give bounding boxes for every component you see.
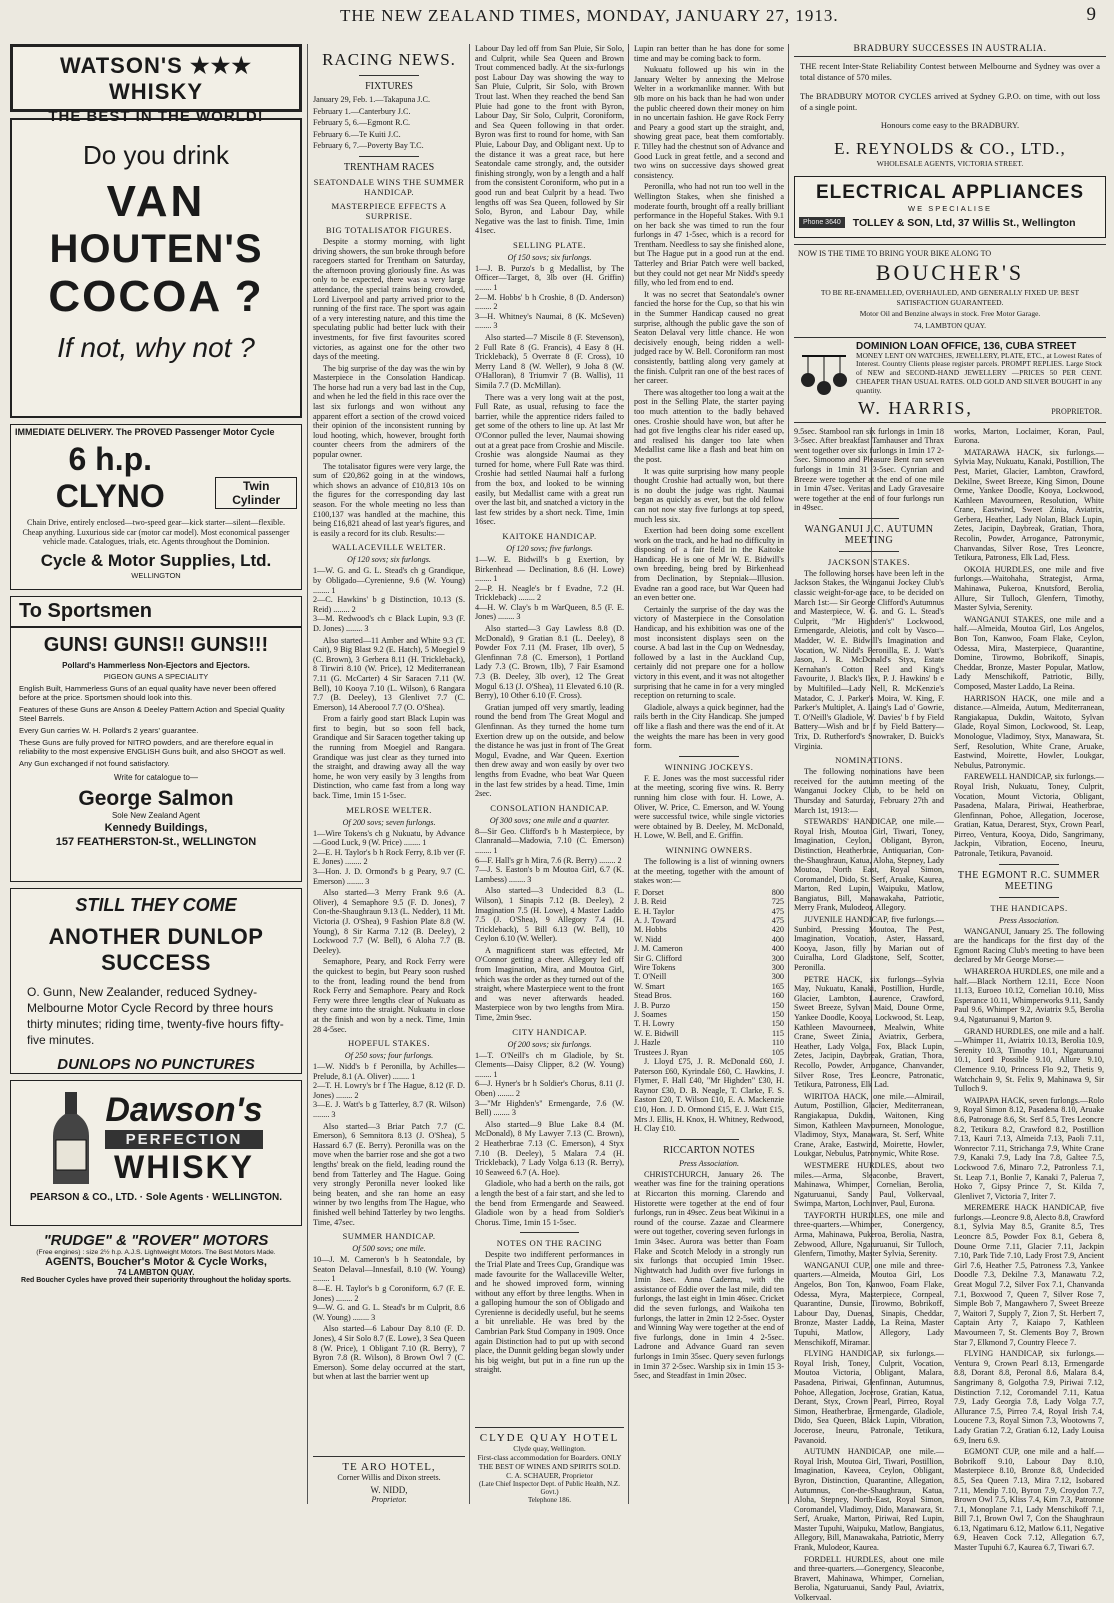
owner-name: Trustees J. Ryan (634, 1047, 688, 1057)
clyde-quay-hotel-ad (475, 1427, 624, 1504)
divider (839, 551, 899, 552)
newspaper-title: THE NEW ZEALAND TIMES, MONDAY, JANUARY 27, 1913. (340, 6, 839, 25)
ad-line: First-class accommodation for Boarders. ONLY THE BEST OF WINES AND SPIRITS SOLD. (477, 1453, 622, 1471)
article-paragraph: Semaphore, Peary, and Rock Ferry were the quickest to begin, but Peary soon rushed to the front, leading round the bend from Rock Ferry and Semaphore. Peary and Rock Ferry were three lengths clear of Nukuatu as they came into the straight. Nukuatu in close at the finish and won by a neck. Time, 1min 28 4-5sec. (313, 957, 465, 1034)
winning-owners-table (634, 888, 784, 1057)
owner-name: Sir G. Clifford (634, 953, 682, 963)
whisky-bottle-icon (49, 1092, 93, 1186)
article-paragraph: EGMONT CUP, one mile and a half.—Bobrikoff 9.10, Labour Day 8.10, Masterpiece 8.10, Bronze 8.8, Undecided 8.5, Sea Queen 7.13, Mira 7.12, Isobared 7.11, Mendip 7.10, Byron 7.9, Croydon 7.7, Brown Owl 7.5, Kliss 7.4, Kim 7.3, Patronne 7.1, Monoplane 7.1, Lady Menschikoff 7.1, Bill 7.1, Brown Owl 7, Con the Shaughraun 6.13, Ngatimaru 6.12, Matlow 6.11, Negative 6.9, Heaven Cock 7.12, Allegation 6.7, Master Tupuhi 6.7, Kaurea 6.7, Tiwari 6.7. (954, 1447, 1104, 1553)
article-paragraph: WAIPAPA HACK, seven furlongs.—Rolo 9, Royal Simon 8.12, Pasadena 8.10, Aruake 8.6, Patronage 8.6, St. Serf 8.5, Tres Leoncre 8.2, Tetikura 8.2, Crawford 8.2, Postillion 7.13, Kauri 7.13, Almeida 7.13, Paoli 7.11, Wonrector 7.11, Strichanga 7.9, White Crane 7.9, Kanaki 7.9, Lady Ina 7.8, Galtee 7.5, Lockwood 7.6, Minaro 7.2, Patronless 7.1, St. Leap 7.1, Bonlie 7, Kanaki 7, Palerua 7, Hoko 7, Gipsy Prince 7, St. Kilda 7, Glenlivet 7, Victoria 7, Iriter 7. (954, 1095, 1104, 1201)
fixture-item: February 1.—Canterbury J.C. (313, 106, 411, 116)
owner-row (634, 925, 784, 934)
ad-product: COCOA ? (48, 272, 264, 321)
ad-firm: PEARSON & CO., LTD. · Sole Agents · WELLINGTON. (29, 1192, 283, 1203)
article-paragraph: FLYING HANDICAP, six furlongs.—Ventura 9, Crown Pearl 8.13, Ermengarde 8.8, Dorant 8.8, Peronal 8.6, Malara 8.4, Sangrimany 8, Golgotha 7.9, Piriwai 7.12, Distinction 7.12, Coromandel 7.11, Katua 7.9, Lady Georgia 7.8, Lady Volga 7.7, Allurance 7.5, Pirreo 7.4, Royal Irish 7.4, Loucene 7.3, Royal Simon 7.3, Wootowns 7, Lady Gratian 7.2, Gratian 6.12, Lady Louisa 6.9, Ineru 6.9. (954, 1349, 1104, 1445)
owner-row (634, 1048, 784, 1057)
ad-line: Do you drink (83, 140, 229, 170)
owner-name: J. B. Reid (634, 897, 667, 907)
ad-product: WHISKY (113, 1149, 254, 1185)
divider (999, 864, 1059, 865)
article-paragraph: AUTUMN HANDICAP, one mile.—Royal Irish, Moutoa Girl, Tiwari, Postillion, Imagination, Kaveea, Ceylon, Obligant, Byron, Distinction, Quarantine, Allegation, Autumnus, Con-the-Shaughraun, Katua, Aloha, Stepney, North-East, Royal Simon, Coromandel, Vladimoy, Dido, Manawara, St. Serf, Aruake, Marton, Piriwai, Red Lupin, Master Tupuhi, Waipuku, Matlow, Bangiatus, Allegory, Bill, Manawakaha, Patriotic, Merry Frank, Mulodeor, Kaurea. (794, 1447, 944, 1553)
ad-line: Features of these Guns are Anson & Deeley Pattern Action and Special Quality Steel Barrels. (19, 705, 285, 723)
race-result: 1—T. O'Neill's ch m Gladiole, by St. Clements—Daisy Clipper, 8.2 (W. Young) ........ 1 6—J. Hyner's br h Soldier's Chorus, 8.11 (J. Oben) ........ 2 3—"Mr Highden's" Ermengarde, 7.6 (W. Bell) ........ 3 (475, 1050, 624, 1118)
ad-line: NOW IS THE TIME TO BRING YOUR BIKE ALONG TO (798, 248, 992, 258)
owner-name: J. Soames (634, 1009, 667, 1019)
ad-body: O. Gunn, New Zealander, reduced Sydney-Melbourne Motor Cycle Record by three hours thirty minutes; riding time, twenty-five hours fifty-five minutes. (27, 985, 284, 1047)
article-paragraph: Also started—6 Labour Day 8.10 (F. D. Jones), 4 Sir Solo 8.7 (E. Lowe), 3 Sea Queen 8 (W. Price), 1 Obligant 7.10 (R. Berry), 7 Byron 7.8 (R. Wilson), 8 Brown Owl 7 (C. Emerson). Some delay occurred at the start, but when at last the barrier went up (313, 1324, 465, 1382)
ad-line: Red Boucher Cycles have proved their superiority throughout the holiday sports. (21, 1277, 291, 1284)
column-rule (307, 44, 308, 1504)
race-heading: CONSOLATION HANDICAP. (490, 802, 609, 813)
article-paragraph: Also started—3 Undecided 8.3 (L. Wilson), 1 Sinapis 7.12 (B. Deeley), 2 Imagination 7.5 (H. Lowe), 4 Master Laddo 7.5 (J. O'Shea), 9 Allegory 7.4 (H. Trickleback), 5 Bill 6.13 (W. Bell), 10 Ceylon 6.10 (W. Weller). (475, 886, 624, 944)
divider (520, 1232, 580, 1233)
article-paragraph: PETRE HACK, six furlongs—Sylvia May, Nukuatu, Kanaki, Postillion, Hurdle, Glacier, Lambton, Laurence, Crawford, Sweet Breeze, Sylvan Maid, Doune Orme, Yankee Doodle, Kooya, Lockwood, St. Leap, Kathleen Mavourneen, Mealwin, White Crane, Sweet Zinia, Aviatrix, Gerbera, Heather, Lady Volga, Fox, Black Lupin, Zetes, Jacipin, Daybreak, Gratian, Thora, Recollo, Powder, Arrogance, Chanvander, Silver Rose, Tres Leoncre, Patronatic, Tetikura, Patroness, Elk Lad. (794, 974, 944, 1090)
ad-heading: GUNS! GUNS!! GUNS!!! (43, 634, 269, 656)
ad-heading: WATSON'S ★★★ WHISKY (59, 53, 253, 104)
ad-heading: IMMEDIATE DELIVERY. The PROVED Passenger Motor Cycle (15, 427, 275, 437)
racing-results-column (475, 44, 624, 1504)
ad-firm: TOLLEY & SON, Ltd, 37 Willis St., Wellington (852, 216, 1076, 229)
ad-line: Any Gun exchanged if not found satisfactory. (19, 759, 170, 768)
owner-amount: 150 (771, 1019, 784, 1029)
article-paragraph: OKOIA HURDLES, one mile and five furlongs.—Waitohaha, Strategist, Arma, Mahinawa, Pukeroa, Knutsford, Berolia, Allure, Sir Tulloch, Glenfern, Timothy, Master Sylvia, Serenity. (954, 564, 1104, 613)
ad-heading: DOMINION LOAN OFFICE, 136, CUBA STREET (856, 340, 1077, 352)
fixture-item: February 5, 6.—Egmont R.C. (313, 118, 411, 128)
owner-row (634, 935, 784, 944)
article-paragraph: WIRITOA HACK, one mile.—Almirail, Autum, Postillion, Glacier, Mediterranean, Rangiakapua, Dukdin, Waitonen, King Simon, Kathleen Mavourneen, Monologue, Vladimoy, Styx, Manawara, St. Serf, White Crane, Arake, Eastwind, Moirette, Howler, Loukgar, Nebulus, Patronymic, White Rose. (794, 1091, 944, 1159)
article-paragraph: STEWARDS' HANDICAP, one mile.—Royal Irish, Moutoa Girl, Tiwari, Toney, Imagination, Ceylon, Obligant, Byron, Distinction, Heatherbrae, Antiquarian, Con-the-Shaughraun, Katua, Aloha, Stepney, Lady Moutoa, North East, Royal Simon, Coromandel, Dido, St. Serf, Aruake, Kaurea, Marton, Red Lupin, Waipuku, Matlow, Bangiatus, Bill, Manawakaha, Patriotic, Merry Frank, Mulodeor, Allegory. (794, 817, 944, 913)
article-paragraph: From a fairly good start Black Lupin was first to begin, but so soon fell back, Grandique and Sir Saracen together taking up the running from Moegiel and Rangara. Grandique was just clear as they turned into the straight, and drawing away all the way home, he won very easily by 3 lengths from Distinction, who came fast from a long way back. Time, 1min 15 1-5sec. (313, 714, 465, 801)
owner-amount: 400 (771, 934, 784, 944)
race-conditions: Of 300 sovs; one mile and a quarter. (489, 815, 610, 825)
divider (839, 518, 899, 519)
ad-name: W. HARRIS, (858, 397, 973, 418)
article-paragraph: Labour Day led off from San Pluie, Sir Solo, and Culprit, while Sea Queen and Brown Trout commenced badly. At the six-furlongs post Labour Day was showing the way to San Pluie, Culprit, Sir Solo, with Brown Trout last. When they reached the bend San Pluie had gone to the front with Byron, Labour Day, Sir Solo, Culprit, Coroniform, and Sea Queen following in that order. Byron was first to round for home, with San Pluie, Labour Day, and Obligant next. Up to the distance it was a great race, but here Seatondale came strongly, and, the outsider finishing strongly, won by a length and a half from the consistent Coroniform, who put in a good run and beat Culprit by a head. Two lengths off was Sea Queen, followed by Sir Solo, Byron, and Labour Day, while Negative was the last to finish. Time, 1min 41sec. (475, 44, 624, 236)
ad-address: 157 FEATHERSTON-St., WELLINGTON (55, 836, 257, 848)
ad-line: C. A. SCHAUER, Proprietor (506, 1471, 593, 1480)
ad-line: Proprietor. (371, 1495, 407, 1504)
owner-amount: 105 (771, 1047, 784, 1057)
article-paragraph: WANGANUI CUP, one mile and three-quarters.—Almeida, Moutoa Girl, Los Angelos, Bon Ton, Kanwoo, Foam Flake, Odessa, Myra, Masterpiece, Cornpeal, Quarantine, Dunsie, Tirowmo, Bobrikoff, Labour Day, Duenas, Sinapis, Cheddar, Bronze, Master Laddo, La Reina, Master Tupuhi, Matlow, Allegory, Lady Menschikoff, Miramar. (794, 1260, 944, 1347)
article-paragraph: CHRISTCHURCH, January 26. The weather was fine for the training operations at Riccarton this morning. Clarendo and Historette were together at the end of four furlongs, run in 49sec. Zeus beat Wikinui in a round of the course. Zazae and Clearmere were out together, covering seven furlongs in 1min 34sec. Aurora was better than Foam Flake and Scotch Melody in a strongly run six furlongs that occupied 1min 19sec. Nightwatch had Judith over five furlongs in 1min 3sec. Anna Caderma, with the assistance of Eddie over the last mile, did ten furlongs, the last eight in 1min 46sec. Cricket did the seven furlongs, and Waikoha ten furlongs, the latter in 2min 12 2-5sec. Oyster and Winning Way were together at the end of five furlongs, done in 1min 4 2-5sec. Ladrone and Advance Guard ran seven furlongs in 1min 35sec. Query seven furlongs in 1min 37 2-5sec. Warship six in 1min 15 3-5sec, and Steadfast in 1min 20sec. (634, 1169, 784, 1381)
dunlop-ad (10, 888, 302, 1074)
ad-tag: Twin Cylinder (215, 477, 297, 509)
subheading: SEATONDALE WINS THE SUMMER HANDICAP. (313, 176, 465, 197)
ad-brand: 6 h.p. CLYNO (55, 441, 165, 514)
divider (999, 897, 1059, 898)
owner-amount: 150 (771, 1000, 784, 1010)
article-paragraph: It was no secret that Seatondale's owner fancied the horse for the Cup, so that his win in the Summer Handicap caused no great surprise, although the public gave the son of Seaton Delaval very little chance. He won decisively enough, being ridden a well-judged race by W. Bell. Coroniform ran most consistently, battling along very gamely at the finish. Culprit ran one of the best races of her career. (634, 289, 784, 386)
race-heading: MELROSE WELTER. (346, 804, 432, 815)
ad-line: Kennedy Buildings, (104, 822, 208, 834)
article-paragraph: HARRISON HACK, one mile and a distance.—Almeida, Autum, Mediterranean, Rangiakapua, Dukdin, Waitoto, Sylvan Glade, Royal Simon, Lockwood, St. Leap, Monologue, Vladimoy, Styx, Manawara, St. Serf, Resolution, White Crane, Aruake, Eastwind, Moirette, Howler, Loukgar, Nebulus, Patronymic. (954, 693, 1104, 770)
race-conditions: Of 120 sovs; five furlongs. (506, 543, 593, 553)
ad-firm: E. REYNOLDS & CO., LTD., (834, 138, 1066, 158)
article-paragraph: Despite two indifferent performances in the Trial Plate and Trees Cup, Grandique was made favourite for the Wallaceville Welter, and he showed improved form, winning without any effort by three lengths. When in a galloping humour the son of Obligado and Cyrenienne is decidedly useful, but he seems a bit unreliable. He was bred by the Cambrian Park Stud Company in 1909. Once again Distinction had to put up with second place, the Dunnit gelding began slowly under his big weight, but put in a fine run up the straight. (475, 1250, 624, 1375)
section-heading: WINNING OWNERS. (665, 844, 753, 855)
advertisement-column (10, 44, 302, 1504)
ad-line: Every Gun carries W. H. Pollard's 2 years' guarantee. (19, 726, 199, 735)
ad-heading: STILL THEY COME (75, 895, 237, 915)
race-result: 10—J. M. Cameron's b h Seatondale, by Seaton Delaval—Innesfail, 8.10 (W. Young) ........ 1 8—E. H. Taylor's b g Coroniform, 6.7 (F. E. Jones) ........ 2 9—W. G. and G. L. Stead's br m Culprit, 8.6 (W. Young) ........ 3 (313, 1255, 465, 1322)
race-conditions: Of 120 sovs; six furlongs. (347, 555, 431, 565)
owner-amount: 420 (771, 925, 784, 935)
column-rule (788, 44, 789, 1504)
owner-amount: 110 (772, 1038, 784, 1048)
ad-banner: To Sportsmen (11, 597, 301, 628)
ad-body: MONEY LENT ON WATCHES, JEWELLERY, PLATE, ETC., at Lowest Rates of Interest. Country Clients please register parcels. PROMPT REPLIES. Large Stock of NEW and SECOND-HAND JEWELLERY —PRICES 50 PER CENT. CHEAPER THAN USUAL RATES. OLD GOLD AND SILVER BOUGHT in any quantity. (856, 350, 1102, 395)
race-conditions: Of 200 sovs; six furlongs. (507, 1039, 592, 1049)
subheading: JACKSON STAKES. (827, 556, 911, 567)
ad-slogan: THE BEST IN THE WORLD! (48, 108, 264, 125)
subheading: BIG TOTALISATOR FIGURES. (325, 224, 453, 235)
ad-tag: WE SPECIALISE (908, 203, 992, 213)
ad-heading: CLYDE QUAY HOTEL (479, 1432, 620, 1444)
fixtures-list (313, 95, 465, 151)
owner-name: Wire Tokens (634, 962, 676, 972)
clyno-motor-cycle-ad (10, 424, 302, 590)
article-paragraph: J. Lloyd £75, J. R. McDonald £60, J. Paterson £60, Kyrindale £60, C. Hawkins, J. Flymer, F. Hall £40, "Mr Highden" £30, H. Raynor £30, D. B. Neagle, T. Clarke, F. S. Easton £20, T. Wilson £10, E. A. Mackenzie £10, Hon. J. D. Ormond £15, E. J. Watt £15, Mrs J. Ellis, H. Knox, H. Whitney, Redwood, H. Clay £10. (634, 1057, 784, 1134)
phone-number: Phone 3640 (799, 217, 845, 228)
wanganui-column (794, 426, 944, 1603)
ad-slogan: If not, why not ? (57, 332, 255, 363)
bradbury-ad (794, 56, 1106, 172)
section-title: RACING NEWS. (322, 50, 456, 69)
article-paragraph: Certainly the surprise of the day was the victory of Masterpiece in the Consolation Handicap, and his exhibition was one of the most inconsistent displays seen on the course. A bad last in the Cup on Wednesday, followed by a last in the Auckland Cup, certainly did not prepare one for a hollow victory in this event, and it was not altogether surprising that he came in for a very mingled reception on returning to scale. (634, 604, 784, 701)
race-conditions: Of 500 sovs; one mile. (352, 1244, 426, 1254)
racing-news-column (313, 44, 465, 1504)
race-heading: CITY HANDICAP. (512, 1026, 587, 1037)
article-paragraph: Peronilla, who had not run too well in the Wellington Stakes, when she finished a moderate fourth, brought off a really brilliant performance in the Hopeful Stakes. With 9.1 on her back she was timed to run the four furlongs in 47 1-5sec, which is a record for Trentham. Needless to say she finished alone, but The Hague put in a good run at the end. Tatterley and Briar Patch were well backed, but they could not get near Mr Nidd's speedy filly, who led from end to end. (634, 182, 784, 288)
article-paragraph: WANGANUI, January 25. The following are the handicaps for the first day of the Egmont Racing Club's meeting to have been declared by Mr George Morse:— (954, 926, 1104, 965)
owner-row (634, 907, 784, 916)
article-paragraph: Nukuatu followed up his win in the January Welter by annexing the Melrose Welter in a workmanlike manner. With but 9lb more on his back than he had won under the public cheered down their money on him in no uncertain fashion. He gave Rock Ferry and Peary a good start up the straight, and, showing great pace, beat them comfortably. F. Tilley had the chestnut son of Advance and Good Luck in great fettle, and a second and two wins on successive days showed great consistency. (634, 65, 784, 180)
bouchers-ad (794, 244, 1106, 338)
divider (679, 756, 739, 757)
ad-line: These Guns are fully proved for NITRO powders, and are therefore equal in reliability to the most expensive ENGLISH Guns built, and also SHOOT as well. (19, 738, 286, 756)
watsons-whisky-ad (10, 44, 302, 125)
owner-amount: 725 (771, 897, 784, 907)
article-paragraph: Also started—3 Gay Lawless 8.8 (D. McDonald), 9 Gratian 8.1 (L. Deeley), 8 Powder Fox 7.11 (M. Fraser, 1lb over), 5 Glenfinnan 7.8 (C. Emerson), 1 Portland Lady 7.3 (C. Brown, 1lb), 7 Fair Esamond 7.3 (B. Deeley, 3lb over), 12 The Great Mogul 6.13 (J. O'Shea), 11 Elevated 6.10 (R. Berry), 10 Other 6.10 (F. Cross). (475, 624, 624, 701)
ad-town: WELLINGTON (131, 570, 181, 580)
ad-line: English Built, Hammerless Guns of an equal quality have never been offered before at the price. Sportsmen should look into this. (19, 684, 276, 702)
owner-name: E. H. Taylor (634, 906, 675, 916)
owner-name: W. E. Bidwill (634, 1028, 679, 1038)
ad-firm: Cycle & Motor Supplies, Ltd. (40, 550, 272, 570)
owner-row (634, 944, 784, 953)
owner-name: T. H. Lowry (634, 1019, 675, 1029)
ad-line: Write for catalogue to— (114, 773, 198, 782)
ad-heading: BRADBURY SUCCESSES IN AUSTRALIA. (853, 44, 1047, 54)
owner-row (634, 1010, 784, 1019)
subheading: NOMINATIONS. (835, 755, 903, 766)
article-paragraph: Gladiole, who had a berth on the rails, got a length the best of a fair start, and she led to the bend from Ermengarde and Seaweed. Gladiole won by a head from Soldier's Chorus. Time, 1min 15 1-5sec. (475, 1179, 624, 1227)
race-conditions: Of 150 sovs; six furlongs. (507, 252, 592, 262)
article-paragraph: There was a very long wait at the post, Full Rate, as usual, refusing to face the barrier, while the apprentice riders failed to get some of the others to line up. At last Mr O'Connor pulled the lever, Naumai showing out at a great pace from Croshie and Miscile. Croshie was alongside Naumai as they turned for home, where Full Rate was third. Croshie had settled Naumai half a furlong from the box, and looked to be winning easily, but Medallist came with a great run over the last bit, and snatched a victory in the last few strides by a short neck. Time, 1min 16sec. (475, 392, 624, 527)
race-result: 1—J. B. Purzo's b g Medallist, by The Officer—Target, 8, 3lb over (H. Griffin) ........ 1 2—M. Hobbs' b h Croshie, 8 (D. Anderson) ........ 2 3—H. Whitney's Naumai, 8 (K. McSeven) ........ 3 (475, 263, 624, 331)
owner-name: F. Dorset (634, 887, 664, 897)
owner-amount: 115 (772, 1028, 784, 1038)
owner-name: M. Hobbs (634, 925, 667, 935)
right-column (794, 44, 1106, 1603)
owner-row (634, 982, 784, 991)
article-paragraph: The big surprise of the day was the win by Masterpiece in the Consolation Handicap. The horse had run a very bad last in the Cup, and when he led the field in this race over the last six furlongs and won without any apparent effort a section of the crowd voiced their opinion of the inconsistent running by loud hooting, which, however, brought forth counter cheers from the admirers of the popular owner. (313, 363, 465, 460)
ad-body: Chain Drive, entirely enclosed—two-speed gear—kick starter—silent—flexible. Cheap anything. Luxurious side car (motor car model). Most economical passenger vehicle made. Catalogues, trials, etc. Agents throughout the Dominion. (22, 518, 290, 546)
ad-line: Honours come easy to the BRADBURY. (880, 120, 1020, 130)
article-paragraph: There was altogether too long a wait at the post in the Selling Plate, the starter paying too much attention to the badly behaved ones. Croshie should have won, but after he had got five lengths clear his rider eased up, and realised his danger too late when Medallist came like a flash and beat him on the post. (634, 387, 784, 464)
article-paragraph: MATARAWA HACK, six furlongs.—Sylvia May, Nukuatu, Kanaki, Postillion, The Pest, Mariet, Glacier, Lambton, Crawford, Dekilne, Sweet Breeze, King Simon, Doune Orme, Yankee Doodle, Kooya, Lockwood, Kathleen Mavourneen, Resolution, White Crane, Eastwind, Sweet Zinia, Aviatrix, Gerbera, Heather, Lady Nolan, Black Lupin, Zetes, Jacipin, Daybreak, Gratian, Thora, Recolin, Powder, Arrogance, Patronymic, Chanvandas, Silver Rose, Tres Leoncre, Tetikura, Patroness, Elk Lad, Fless. (954, 447, 1104, 563)
dateline: Press Association. (998, 915, 1060, 925)
pawnbroker-balls-icon (798, 352, 850, 398)
article-paragraph: WESTMERE HURDLES, about two miles.—Arma, Sleaconbe, Bravert, Mahinawa, Whimper, Cornelian, Berolia, Ngaturuanui, Sandy Paul, Volkervaal, Swimpa, Marton, Lochinver, Paul, Eurona. (794, 1160, 944, 1209)
van-houtens-cocoa-ad (10, 118, 302, 418)
race-result: 1—W. G. and G. L. Stead's ch g Grandique, by Obligado—Cyrenienne, 9.6 (W. Young) ........ 1 2—C. Hawkins' b g Distinction, 10.13 (S. Reid) ........ 2 3—M. Redwood's ch c Black Lupin, 9.3 (F. D. Jones) ........ 3 (313, 566, 465, 633)
owner-amount: 475 (771, 906, 784, 916)
fixture-item: February 6.—Te Kuiti J.C. (313, 129, 401, 139)
page-number: 9 (1086, 4, 1096, 25)
article-paragraph: The following horses have been left in the Jackson Stakes, the Wanganui Jockey Club's classic weight-for-age race, to be decided on March 1st:— Sir George Clifford's Autumnus and Masterpiece, W. G. and G. L. Stead's Culprit, "Mr Highden's" Lockwood, Ermengarde, Aleiotis, and colt by Vasco—Madder, W. E. Bidwill's Imagination and Vocation, W. Nidd's Peronilla, E. J. Watt's Jason, J. R. McDonald's Styx, Estate Kernahan's Cotton Reel and King's Favourite, J. Black's Ilex, P. J. Hawkins' b e by Multifiled—Lady Nell, R. McKenzie's Matador, C. J. Parker's Moira, W. King, F. Parker's Multiplet, A. Laing's Lad o' Gowrie, T. O'Neill's Gladiole, W. Davies' b f by Field Battery—Wish and br f by Field Battery—Trix, D. Rutherford's Snowraker, D. Buick's Virginia. (794, 568, 944, 751)
ad-line: PROPRIETOR. (1051, 406, 1102, 416)
race-heading: SELLING PLATE. (513, 239, 586, 250)
owner-amount: 160 (771, 991, 784, 1001)
ad-line: Corner Willis and Dixon streets. (337, 1473, 441, 1482)
article-paragraph: The following nominations have been received for the autumn meeting of the Wanganui Jockey Club, to be held on Thursday and Saturday, February 27th and March 1st, 1913:— (794, 767, 944, 815)
section-heading: NOTES ON THE RACING (496, 1238, 603, 1249)
race-conditions: Of 250 sovs; four furlongs. (344, 1051, 434, 1061)
section-heading: THE EGMONT R.C. SUMMER MEETING (957, 869, 1101, 892)
article-paragraph: WHAREROA HURDLES, one mile and a half.—Black Northern 12.11, Ecce Noon 11.13, Euroeo 10.12, Cornelian 10.10, Miss Esperance 10.11, Whimperworks 9.11, Sandy Paul 9.6, Whimper 9.2, Aviatrix 9.5, Berolia 9.4, Ngaturuanui 9, Marton 9. (954, 967, 1104, 1025)
ad-line: Telephone 186. (527, 1496, 572, 1504)
masthead (0, 0, 1114, 36)
race-heading: SUMMER HANDICAP. (342, 1231, 436, 1242)
article-paragraph: It was quite surprising how many people thought Croshie had actually won, but there is no doubt the judge was right. Naumai began as quickly as ever, but the old fellow can not now stay five furlongs at top speed, much less six. (634, 466, 784, 524)
divider (359, 75, 420, 76)
ad-heading: TE ARO HOTEL, (342, 1461, 436, 1473)
ad-line: TO BE RE-ENAMELLED, OVERHAULED, AND GENERALLY FIXED UP. BEST SATISFACTION GUARANTEED. (820, 288, 1080, 307)
article-paragraph: Despite a stormy morning, with light driving showers, the sun broke through before racegoers started for Trentham on Saturday, the afternoon proving gloriously fine. As was only to be expected, there was a very large attendance, the special trains being crowded, Lord Liverpool and party arrived prior to the running of the first race. The sport was again of a very interesting nature, and this time the speculating public had better luck with their investments, for five first favourites scored victories, as against one for the other two days of the meeting. (313, 236, 465, 362)
article-paragraph: Lupin ran better than he has done for some time and may be coming back to form. (634, 44, 784, 63)
owner-name: J. Hazle (634, 1038, 661, 1048)
owner-name: W. Nidd (634, 934, 662, 944)
article-paragraph: Gladiole, always a quick beginner, had the rails berth in the City Handicap. She jumped off like a flash and there was the end of it. At the weights the mare has been in very good form. (634, 702, 784, 751)
ad-line: WHOLESALE AGENTS, VICTORIA STREET. (876, 158, 1024, 168)
article-paragraph: JUVENILE HANDICAP, five furlongs.—Sunbird, Pressing Moutoa, The Pest, Imagination, Vocation, Aster, Hassard, Kooya, Jason, filly by Marian out of Cuiralha, Lord Gladstone, Self, Scotter, Peronilla. (794, 915, 944, 973)
article-paragraph: Exertion had been doing some excellent work on the track, and he had no difficulty in disposing of a fair field in the Kaitoke Handicap. He is one of Mr W. E. Bidwill's own breeding, being bred by Birkenhead from Declination, by Stepniak—Illusion. Evadne ran a good race, but War Queen had an even better one. (634, 526, 784, 603)
article-paragraph: WANGANUI STAKES, one mile and a half.—Almeida, Moutoa Girl, Los Angelos, Bon Ton, Kanwoo, Foam Flake, Ceylon, Odessa, Mira, Masterpiece, Quarantine, Domine, Tirowmo, Bobrikoff, Sinapis, Cheddar, Bronze, Master Popular, Matlow, Lady Menschikoff, Patriotic, Billy, Composed, Master Laddo, La Reina. (954, 614, 1104, 691)
race-heading: KAITOKE HANDICAP. (502, 530, 597, 541)
owner-name: A. J. Toward (634, 915, 677, 925)
ad-brand: HOUTEN'S (49, 227, 263, 271)
race-result: 1—Wire Tokens's ch g Nukuatu, by Advance—Good Luck, 9 (W. Price) ........ 1 2—E. H. Taylor's b h Rock Ferry, 8.1b ver (F. E. Jones) ........ 2 3—Hon. J. D. Ormond's b g Peary, 9.7 (C. Emerson) ........ 3 (313, 828, 465, 886)
owner-name: Stead Bros. (634, 991, 672, 1001)
article-paragraph: MEREMERE HACK HANDICAP, five furlongs.—Leoncre 9.8, Alecto 8.8, Crawford 8.1, Sylvia May 8.5, Granite 8.5, Tres Leoncre 8.5, Powder Fox 8.1, Gebera 8, Doune Orme 7.11, Glacier 7.11, Jackpin 7.10, Park Tide 7.10, Lady Frost 7.9, Ancient Girl 7.6, Heather 7.5, Patroness 7.3, Yankee Doodle 7.3, Dekilne 7.3, Manawatu 7.2, Great Mogul 7.2, Silver Fox 7.1, Chanvanda 7.1, Boxwood 7, Queen 7, Silver Rose 7, Simple Bob 7, Mangawhero 7, Sweet Breeze 7, Waitori 7, Supply 7, Zion 7, St. Herbert 7, Captain Arty 7, Kaiapo 7, Kathleen Mavourneen 7, St. Clements Boy 7, Brown Star 7, Elkmond 7, Country Fleece 7. (954, 1203, 1104, 1347)
owner-row (634, 916, 784, 925)
article-paragraph: GRAND HURDLES, one mile and a half.—Whimper 11, Aviatrix 10.13, Berolia 10.9, Serenity 10.3, Timothy 10.1, Ngaturuanui 10.1, Lord Possible 9.10, Allure 9.10, Clemence 9.10, Princess Flo 9.2, Thetis 9, Watchchain 9, St. Felix 9, Mahinawa 9, Sir Tulloch 9. (954, 1026, 1104, 1094)
ad-brand: Dawson's (105, 1091, 263, 1129)
ad-line: Pollard's Hammerless Non-Ejectors and Ejectors. (62, 661, 250, 670)
race-conditions: Of 200 sovs; seven furlongs. (342, 817, 436, 827)
ad-address: 74 LAMBTON QUAY. (117, 1268, 195, 1277)
fixture-item: February 6, 7.—Poverty Bay T.C. (313, 141, 424, 151)
section-heading: RICCARTON NOTES (663, 1144, 755, 1156)
ad-address: 74, LAMBTON QUAY. (914, 320, 986, 330)
owner-amount: 800 (771, 887, 784, 897)
section-heading: WANGANUI J.C. AUTUMN MEETING (804, 523, 934, 546)
article-paragraph: Also started—9 Blue Lake 8.4 (M. McDonald), 8 My Lawyer 7.13 (C. Brown), 2 Heatherbrae 7.13 (C. Emerson), 4 Styx 7.10 (B. Deeley), 5 Malara 7.4 (H. Trickleback), 7 Lady Volga 6.13 (R. Berry), 10 Seaweed 6.7 (A. Hoe). (475, 1119, 624, 1177)
owner-amount: 165 (771, 981, 784, 991)
section-heading: TRENTHAM RACES (343, 161, 435, 173)
ad-brand: VAN (106, 177, 206, 226)
owner-amount: 150 (771, 1009, 784, 1019)
race-heading: WALLACEVILLE WELTER. (331, 542, 447, 553)
owner-row (634, 888, 784, 897)
article-paragraph: F. E. Jones was the most successful rider at the meeting, scoring five wins. R. Berry running him close with four. H. Lowe, A. Oliver, W. Price, C. Emerson, and W. Young were successful twice, while single victories were obtained by B. Deeley, M. McDonald, H. Lowe, W. Bell, and E. Griffin. (634, 773, 784, 841)
owner-row (634, 991, 784, 1000)
ad-line: Sole New Zealand Agent (111, 811, 201, 820)
column-rule (628, 44, 629, 1504)
owner-row (634, 1001, 784, 1010)
column-rule (469, 44, 470, 1504)
electrical-appliances-ad (794, 176, 1106, 238)
egmont-column (954, 426, 1104, 1553)
ad-firm: AGENTS, Boucher's Motor & Cycle Works, (45, 1256, 267, 1268)
ad-heading: ELECTRICAL APPLIANCES (815, 181, 1085, 203)
ad-line: PIGEON GUNS A SPECIALITY (103, 672, 209, 681)
dominion-loan-office-ad (794, 338, 1106, 423)
ad-heading: "RUDGE" & "ROVER" MOTORS (43, 1232, 269, 1249)
ad-heading: ANOTHER DUNLOP SUCCESS (48, 924, 264, 975)
dateline: Press Association. (678, 1158, 740, 1168)
owner-row (634, 897, 784, 906)
dawsons-whisky-ad (10, 1080, 302, 1226)
article-paragraph: 9.5sec. Stambool ran six furlongs in 1min 18 3-5sec. After breakfast Tamhauser and Thrax went together over six furlongs in 1min 17 2-5sec. Simoomo and Pleasure Bent ran seven furlongs in 1min 31 3-5sec. Cynrian and Breeze were together at the end of one mile in 1min 47sec. Veritas and Lady Gravesaire were together at the end of four furlongs run in 49sec. (794, 426, 944, 513)
ad-brand: BOUCHER'S (875, 260, 1025, 286)
ad-line: (Late Chief Inspector Dept. of Public Health, N.Z. Govt.) (479, 1480, 620, 1496)
ad-line: Motor Oil and Benzine always in stock. Free Motor Garage. (859, 309, 1041, 319)
article-paragraph: The totalisator figures were very large, the sum of £20,862 going in at the windows, which shows an advance of £10,813 10s on the figures for the corresponding day last season. For the whole meeting no less than £100,137 was handled at the machine, this being £16,821 ahead of last year's figures, and is easily a record for its club. Results:— (313, 461, 465, 538)
race-heading: HOPEFUL STAKES. (348, 1038, 430, 1049)
te-aro-hotel-ad (313, 1456, 465, 1504)
divider (359, 156, 420, 157)
article-paragraph: Also started—3 Briar Patch 7.7 (C. Emerson), 6 Semnitora 8.13 (J. O'Shea), 5 Hassard 6.7 (E. Berry). Peronilla was on the move when the barrier rose and she got a two lengths' break on the field, leading round the bend from Tatterley and The Hague. Going very strongly Peronilla never looked like being beaten, and she ran home an easy winner by two lengths from The Hague, who finished well behind Tatterley by two lengths. Time, 47sec. (313, 1121, 465, 1227)
article-paragraph: A magnificent start was effected, Mr O'Connor getting a cheer. Allegory led off from Imagination, Mira, and Moutoa Girl, which was the order as they turned out of the straight, where Masterpiece went to the front and was never afterwards headed. Masterpiece won by two lengths from Mira. Time, 2min 9sec. (475, 945, 624, 1023)
subheading: MASTERPIECE EFFECTS A SURPRISE. (331, 200, 447, 221)
article-paragraph: FLYING HANDICAP, six furlongs.—Royal Irish, Toney, Culprit, Vocation, Moutoa Victoria, Obligant, Malara, Pasadena, Piriwai, Glenfinnan, Autumnus, Pohoe, Allegation, Jocerose, Gratian, Katua, Derant, Styx, Crown Pearl, Pirreo, Royal Simon, Heatherbrae, Ermengarde, Gladiole, Dido, Sea Queen, Black Lupin, Vibration, Jocerose, Ineuru, Patronale, Tetikura, Pavanoid. (794, 1349, 944, 1445)
owner-row (634, 1019, 784, 1028)
race-result: 8—Sir Geo. Clifford's b h Masterpiece, by Clanranald—Madowia, 7.10 (C. Emerson) ........ 1 6—F. Hall's gr h Mira, 7.6 (R. Berry) ........ 2 7—J. S. Easton's b m Moutoa Girl, 6.7 (K. Lambess) ........ 3 (475, 826, 624, 884)
ad-line: Clyde quay, Wellington. (513, 1444, 586, 1453)
race-result: 1—W. E. Bidwill's b g Exertion, by Birkenhead — Declination, 8.6 (H. Lowe) ........ 1 2—P. H. Neagle's br f Evadne, 7.2 (H. Trickleback) ........ 2 4—H. W. Clay's b m WarQueen, 8.5 (F. E. Jones) ........ 3 (475, 554, 624, 622)
article-paragraph: Also started—3 Merry Frank 9.6 (A. Oliver), 4 Semaphore 9.5 (F. D. Jones), 7 Con-the-Shaughraun 9.13 (L. Nedder), 11 Mt. Victoria (J. O'Shea), 9 Fashion Plate 8.8 (W. Young), 8 Sir Karma 7.12 (B. Deeley), 2 Lockwood 7.7 (W. Bell), 6 Aloha 7.7 (B. Deeley). (313, 888, 465, 955)
article-paragraph: FORDELL HURDLES, about one mile and three-quarters.—Gonergency, Sleaconbe, Bravert, Mahinawa, Whimper, Cornelian, Berolia, Ngaturuanui, Sandy Paul, Aviatrix, Volkervaal. (794, 1554, 944, 1603)
owner-name: T. O'Neill (634, 972, 667, 982)
owner-row (634, 1029, 784, 1038)
article-paragraph: The following is a list of winning owners at the meeting, together with the amount of stakes won:— (634, 856, 784, 886)
ad-line: (Free engines) : size 2½ h.p. A.J.S. Lightweight Motors. The Best Motors Made. (36, 1249, 276, 1256)
article-paragraph: Also started—11 Amber and White 9.3 (T. Cait), 9 Big Blast 9.2 (E. Hatch), 5 Moegiel 9 (C. Brown), 3 Gerbera 8.11 (H. Trickleback), 8 Tirwiri 8.10 (W. Price), 12 Mediterranean 7.11 (G. McCarter) 4 Sir Saracen 7.11 (W. Bell), 10 Kooya 7.10 (L. Wilson), 6 Rangara 7.7 (B. Deeley), 13 Glenlivet 7.7 (C. Emerson), 14 Aberoool 7.7 (O. O'Shea). (313, 635, 465, 712)
owner-amount: 475 (771, 915, 784, 925)
owner-amount: 300 (771, 953, 784, 963)
owner-amount: 400 (771, 944, 784, 954)
ad-line: W. NIDD, (370, 1485, 408, 1495)
owner-row (634, 972, 784, 981)
article-paragraph: works, Marton, Loclaimer, Koran, Paul, Eurona. (954, 426, 1104, 446)
divider (679, 1139, 739, 1140)
section-heading: WINNING JOCKEYS. (664, 761, 754, 772)
article-paragraph: Also started—7 Miscile 8 (F. Stevenson), 2 Full Rate 8 (G. Francis), 4 Easy 8 (H. Trickleback), 5 Overrate 8 (F. Cross), 10 Merry Land 8 (W. Weller), 9 Joha 8 (W. O'Halloran), 8 Triumvir 7 (B. Wallis), 11 Simila 7.7 (D. McMillan). (475, 333, 624, 390)
race-result: 1—W. Nidd's b f Peronilla, by Achilles—Prelude, 8.1 (A. Oliver) ........ 1 2—T. H. Lowry's br f The Hague, 8.12 (F. D. Jones) ........ 2 3—E. J. Watt's b g Tatterley, 8.7 (R. Wilson) ........ 3 (313, 1062, 465, 1120)
guns-ad (10, 596, 302, 882)
subheading: THE HANDICAPS. (990, 902, 1068, 913)
owner-row (634, 954, 784, 963)
racing-notes-column (634, 44, 784, 1504)
ad-line: The BRADBURY MOTOR CYCLES arrived at Sydney G.P.O. on time, with out loss of a single point. (800, 91, 1100, 112)
owner-row (634, 1038, 784, 1047)
ad-line: THE recent Inter-State Reliability Contest between Melbourne and Sydney was over a total distance of 570 miles. (800, 61, 1100, 82)
ad-tag: PERFECTION (105, 1130, 262, 1149)
section-heading: FIXTURES (365, 81, 413, 92)
article-paragraph: TAYFORTH HURDLES, one mile and three-quarters.—Whimper, Conergency, Arma, Mahinawa, Pukeroa, Berolia, Nastra, Zebwood, Allure, Ngaturuanui, Sir Tulloch, Glenfern, Timothy, Master Sylvia, Serenity. (794, 1210, 944, 1259)
article-paragraph: Gratian jumped off very smartly, leading round the bend from The Great Mogul and Glenfinnan. As they turned the home turn Exertion drew up on the outside, and below the distance he was just in front of The Great Mogul, Evadne, and War Queen. Exertion then drew away and won easily by over two lengths from Evadne, who beat War Queen in the last few strides by a head. Time, 1min 2sec. (475, 702, 624, 799)
rudge-rover-ad (10, 1232, 302, 1284)
owner-row (634, 963, 784, 972)
owner-name: J. M. Cameron (634, 944, 683, 954)
article-paragraph: FAREWELL HANDICAP, six furlongs.—Royal Irish, Nukuatu, Toney, Culprit, Vocation, Mount Victoria, Obligant, Pasadena, Malara, Piriwai, Heatherbrae, Glenfinnan, Pohoe, Allegation, Jocerose, Gratian, Katua, Derarest, Styx, Crown Pearl, Pirreo, Ventura, Kooya, Dido, Sangrimany, Jackpin, Vibration, Eoceno, Ineuru, Patronale, Tetikura, Pavanoid. (954, 772, 1104, 859)
owner-name: W. Smart (634, 981, 665, 991)
owner-amount: 300 (771, 972, 784, 982)
ad-slogan: DUNLOPS NO PUNCTURES (57, 1056, 255, 1073)
ad-name: George Salmon (78, 787, 234, 810)
fixture-item: January 29, Feb. 1.—Takapuna J.C. (313, 95, 430, 104)
owner-name: J. B. Purzo (634, 1000, 670, 1010)
owner-amount: 300 (771, 962, 784, 972)
